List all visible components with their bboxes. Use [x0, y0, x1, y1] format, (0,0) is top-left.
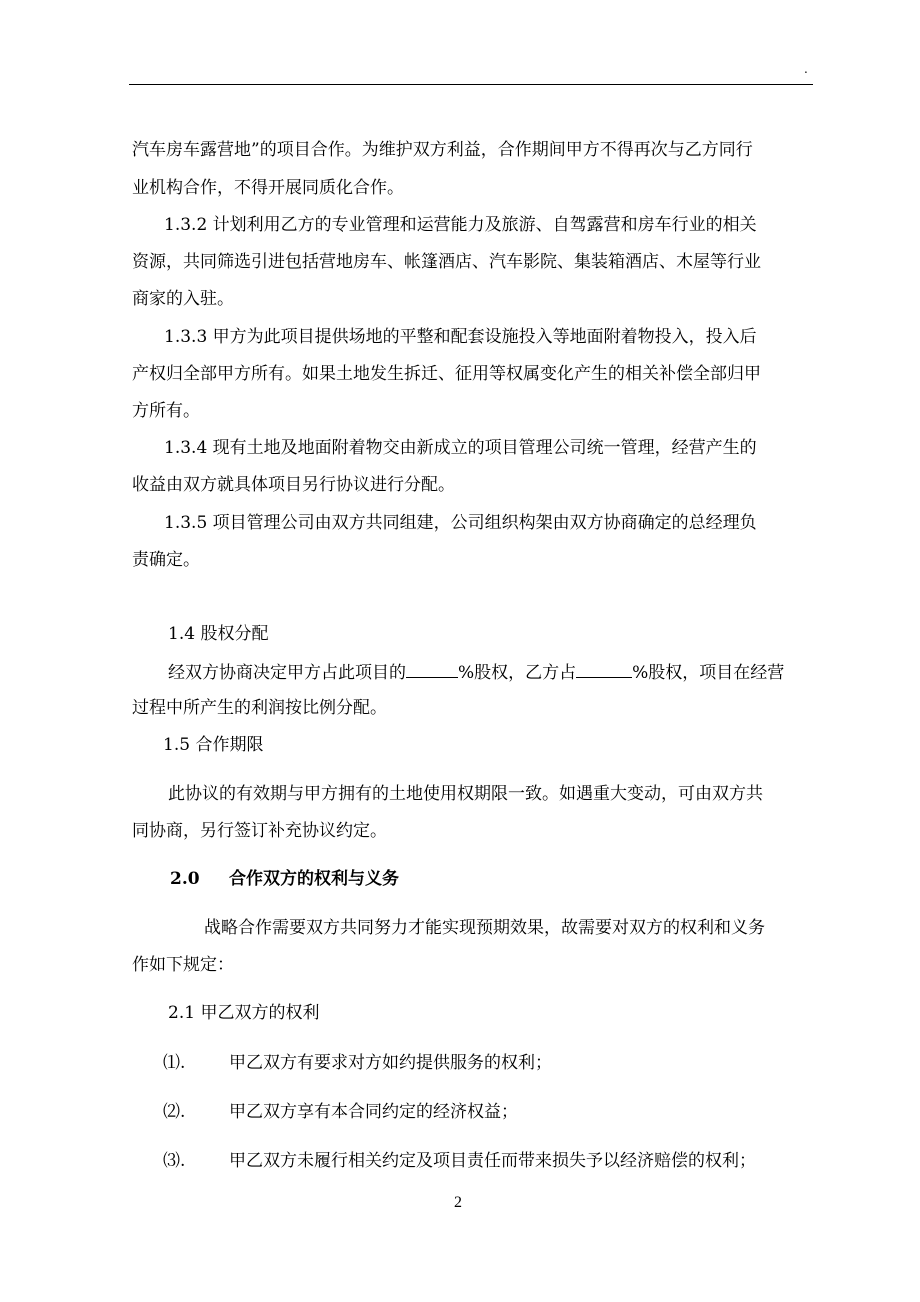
list-item-number: ⑴.: [163, 1053, 186, 1073]
para-133-line-2: 产权归全部甲方所有。如果土地发生拆迁、征用等权属变化产生的相关补偿全部归甲: [132, 364, 761, 384]
header-dot: .: [804, 62, 808, 76]
para-131-line-2: 业机构合作，不得开展同质化合作。: [132, 178, 404, 198]
section-20-number: 2.0: [170, 869, 200, 889]
header-rule: [129, 84, 813, 85]
section-20-title: 合作双方的权利与义务: [229, 869, 399, 889]
section-14-text-b: %股权，乙方占: [458, 663, 577, 683]
para-132-line-3: 商家的入驻。: [132, 289, 234, 309]
list-item-text: 甲乙双方有要求对方如约提供服务的权利；: [229, 1053, 552, 1073]
list-item-text: 甲乙双方未履行相关约定及项目责任而带来损失予以经济赔偿的权利；: [229, 1151, 756, 1171]
section-14-line-2: 过程中所产生的利润按比例分配。: [132, 698, 387, 718]
section-15-heading: 1.5 合作期限: [163, 735, 264, 755]
list-item-number: ⑵.: [163, 1102, 186, 1122]
equity-share-blank-a: [406, 659, 458, 678]
para-135-line-1: 1.3.5 项目管理公司由双方共同组建，公司组织构架由双方协商确定的总经理负: [164, 513, 757, 533]
section-20-line-1: 战略合作需要双方共同努力才能实现预期效果，故需要对双方的权利和义务: [204, 918, 765, 938]
para-132-line-2: 资源，共同筛选引进包括营地房车、帐篷酒店、汽车影院、集装箱酒店、木屋等行业: [132, 252, 761, 272]
section-21-heading: 2.1 甲乙双方的权利: [168, 1003, 320, 1023]
para-133-line-3: 方所有。: [132, 401, 200, 421]
para-135-line-2: 责确定。: [132, 550, 200, 570]
para-133-line-1: 1.3.3 甲方为此项目提供场地的平整和配套设施投入等地面附着物投入，投入后: [164, 327, 757, 347]
section-14-heading: 1.4 股权分配: [168, 624, 269, 644]
section-14-text-a: 经双方协商决定甲方占此项目的: [168, 663, 406, 683]
para-132-line-1: 1.3.2 计划利用乙方的专业管理和运营能力及旅游、自驾露营和房车行业的相关: [164, 215, 757, 235]
page-number: 2: [454, 1194, 462, 1211]
equity-share-blank-b: [576, 659, 632, 678]
para-134-line-2: 收益由双方就具体项目另行协议进行分配。: [132, 475, 455, 495]
para-131-line-1: 汽车房车露营地”的项目合作。为维护双方利益，合作期间甲方不得再次与乙方同行: [132, 140, 753, 160]
section-14-text-c: %股权，项目在经营: [632, 663, 785, 683]
section-20-line-2: 作如下规定：: [132, 955, 234, 975]
list-item-number: ⑶.: [163, 1151, 186, 1171]
list-item-text: 甲乙双方享有本合同约定的经济权益；: [229, 1102, 518, 1122]
section-14-line-1: [168, 659, 784, 685]
para-134-line-1: 1.3.4 现有土地及地面附着物交由新成立的项目管理公司统一管理，经营产生的: [164, 438, 757, 458]
section-15-line-1: 此协议的有效期与甲方拥有的土地使用权期限一致。如遇重大变动，可由双方共: [168, 784, 763, 804]
section-15-line-2: 同协商，另行签订补充协议约定。: [132, 821, 387, 841]
